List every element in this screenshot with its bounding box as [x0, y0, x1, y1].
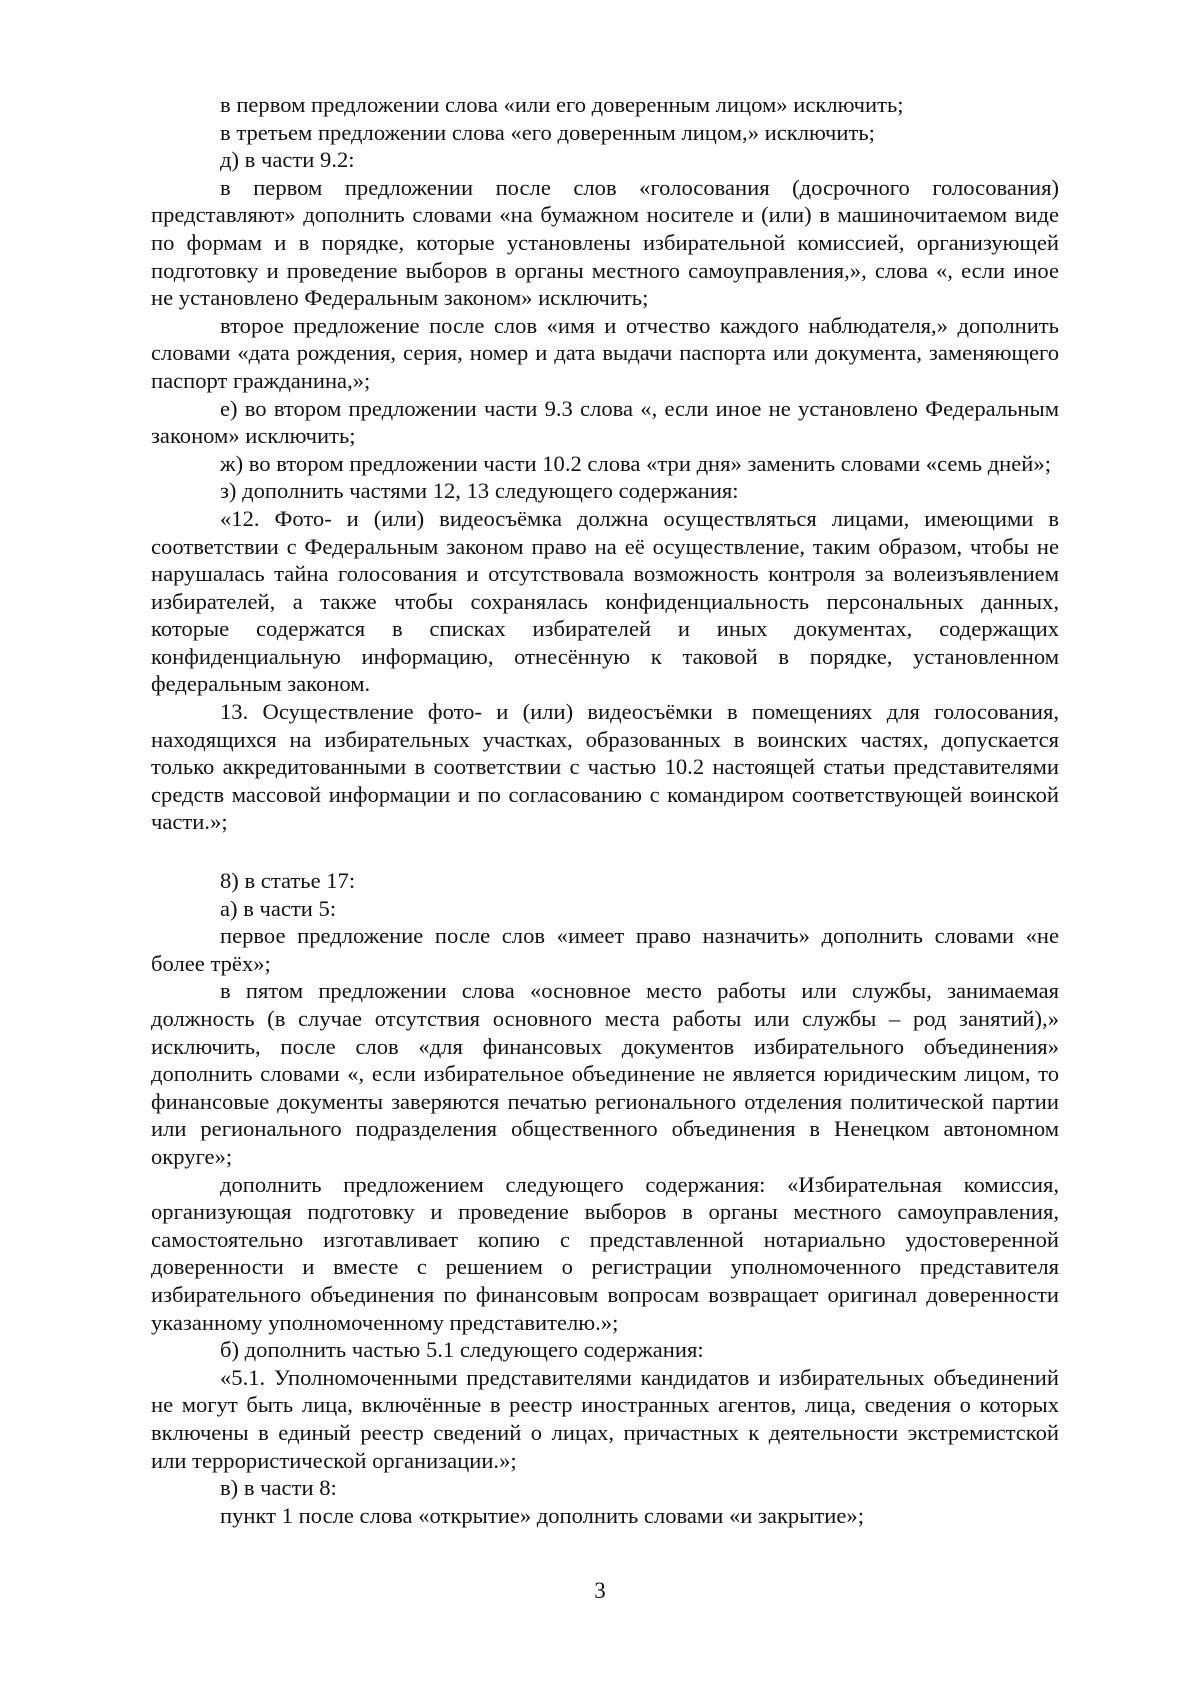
paragraph: второе предложение после слов «имя и отчество каждого наблюдателя,» дополнить словами «дата рождения, серия, номер и дата выдачи паспорта или документа, заменяющего паспорт гражданина,»; — [151, 312, 1059, 393]
paragraph: в третьем предложении слова «его доверенным лицом,» исключить; — [220, 119, 875, 145]
paragraph: ж) во втором предложении части 10.2 слова «три дня» заменить словами «семь дней»; — [220, 450, 1051, 476]
paragraph: 8) в статье 17: — [220, 868, 356, 894]
paragraph: «5.1. Уполномоченными представителями кандидатов и избирательных объединений не могут быть лица, включённые в реестр иностранных агентов, лица, сведения о которых включены в единый реестр сведений о лицах, причастных к деятельности экстремистской или террористической организации.»; — [151, 1364, 1059, 1473]
paragraph-gap — [151, 836, 1059, 867]
paragraph: з) дополнить частями 12, 13 следующего содержания: — [220, 478, 739, 504]
paragraph: в первом предложении после слов «голосования (досрочного голосования) представляют» дополнить словами «на бумажном носителе и (или) в машиночитаемом виде по формам и в порядке, которые установлены избирательной комиссией, организующей подготовку и проведение выборов в органы местного самоуправления,», слова «, если иное не установлено Федеральным законом» исключить; — [151, 174, 1059, 311]
paragraph: в первом предложении слова «или его доверенным лицом» исключить; — [220, 92, 904, 117]
paragraph: д) в части 9.2: — [220, 147, 355, 173]
paragraph: а) в части 5: — [220, 895, 337, 921]
paragraph: первое предложение после слов «имеет право назначить» дополнить словами «не более трёх»; — [151, 923, 1059, 976]
paragraph: пункт 1 после слова «открытие» дополнить словами «и закрытие»; — [220, 1502, 864, 1528]
paragraph: б) дополнить частью 5.1 следующего содержания: — [220, 1337, 704, 1363]
document-body — [151, 91, 1059, 1529]
paragraph: в) в части 8: — [220, 1475, 337, 1501]
paragraph: е) во втором предложении части 9.3 слова «, если иное не установлено Федеральным законом» исключить; — [151, 395, 1059, 449]
paragraph: 13. Осуществление фото- и (или) видеосъёмки в помещениях для голосования, находящихся на избирательных участках, образованных в воинских частях, допускается только аккредитованными в соответствии с частью 10.2 настоящей статьи представителями средств массовой информации и по согласованию с командиром соответствующей воинской части.»; — [151, 699, 1059, 835]
paragraph: дополнить предложением следующего содержания: «Избирательная комиссия, организующая подготовку и проведение выборов в органы местного самоуправления, самостоятельно изготавливает копию с представленной нотариально удостоверенной доверенности и вместе с решением о регистрации уполномоченного представителя избирательного объединения по финансовым вопросам возвращает оригинал доверенности указанному уполномоченному представителю.»; — [151, 1171, 1059, 1335]
paragraph: в пятом предложении слова «основное место работы или службы, занимаемая должность (в случае отсутствия основного места работы или службы – род занятий),» исключить, после слов «для финансовых документов избирательного объединения» дополнить словами «, если избирательное объединение не является юридическим лицом, то финансовые документы заверяются печатью регионального отделения политической партии или регионального подразделения общественного объединения в Ненецком автономном округе»; — [151, 978, 1059, 1169]
page-number: 3 — [594, 1578, 606, 1603]
paragraph: «12. Фото- и (или) видеосъёмка должна осуществляться лицами, имеющими в соответствии с Федеральным законом право на её осуществление, таким образом, чтобы не нарушалась тайна голосования и отсутствовала возможность контроля за волеизъявлением избирателей, а также чтобы сохранялась конфиденциальность персональных данных, которые содержатся в списках избирателей и иных документах, содержащих конфиденциальную информацию, отнесённую к таковой в порядке, установленном федеральным законом. — [151, 505, 1059, 697]
